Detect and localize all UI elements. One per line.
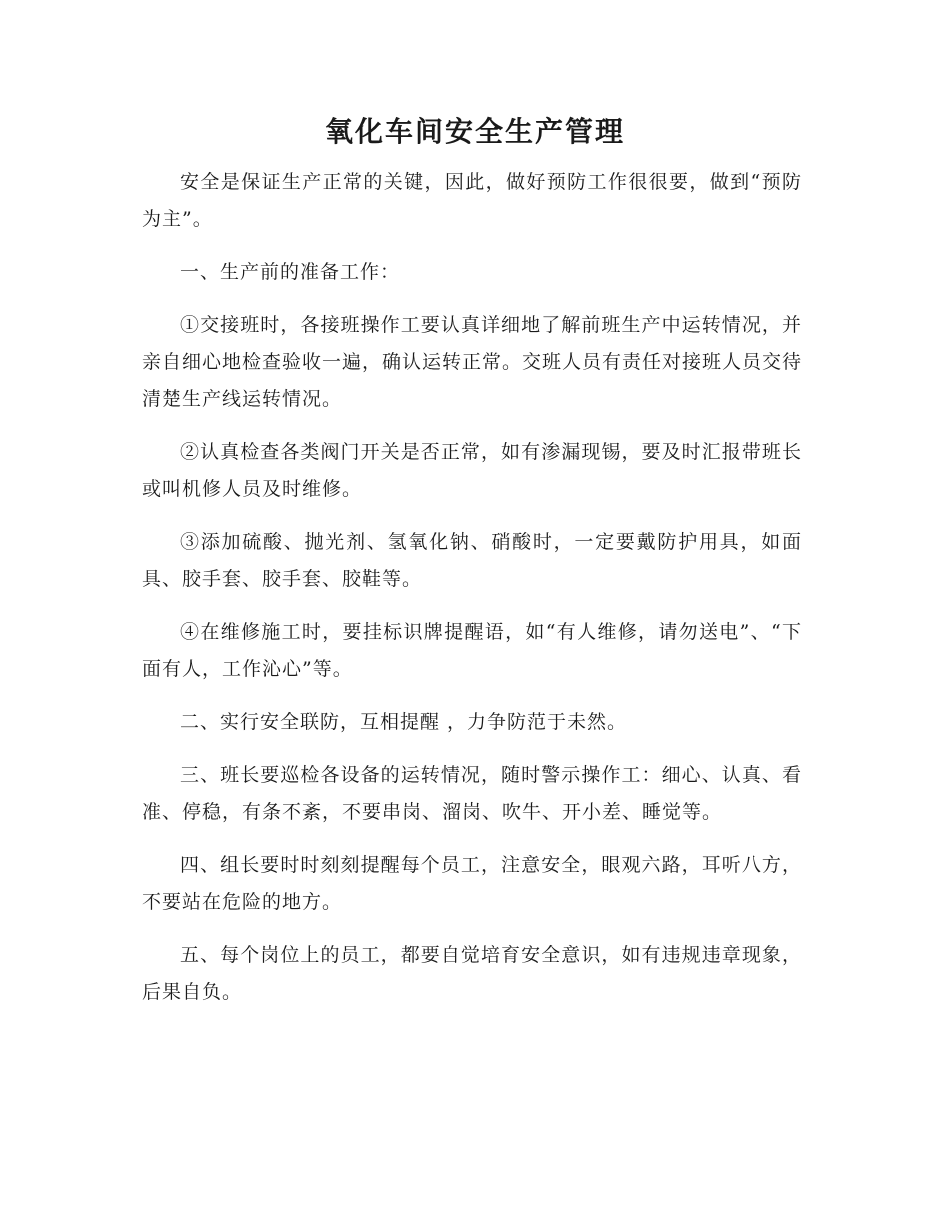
- paragraph-item-2: ②认真检查各类阀门开关是否正常，如有渗漏现锡，要及时汇报带班长或叫机修人员及时维修。: [142, 441, 802, 500]
- paragraph-section-2: 二、实行安全联防，互相提醒 ，力争防范于未然。: [180, 711, 628, 733]
- paragraph-section-1-heading: 一、生产前的准备工作：: [180, 261, 401, 283]
- document-body: [142, 164, 802, 1027]
- paragraph-section-4: 四、组长要时时刻刻提醒每个员工，注意安全，眼观六路，耳听八方，不要站在危险的地方。: [142, 854, 802, 913]
- paragraph-item-4: ④在维修施工时，要挂标识牌提醒语，如“有人维修，请勿送电”、“下面有人，工作沁心”等。: [142, 621, 802, 680]
- paragraph-intro: 安全是保证生产正常的关键，因此，做好预防工作很很要，做到“预防为主”。: [142, 171, 802, 230]
- paragraph-item-1: ①交接班时，各接班操作工要认真详细地了解前班生产中运转情况，并亲自细心地检查验收一遍，确认运转正常。交班人员有责任对接班人员交待清楚生产线运转情况。: [142, 314, 803, 410]
- paragraph-section-3: 三、班长要巡检各设备的运转情况，随时警示操作工：细心、认真、看准、停稳，有条不紊，不要串岗、溜岗、吹牛、开小差、睡觉等。: [142, 764, 802, 823]
- document-title: 氧化车间安全生产管理: [324, 115, 625, 148]
- paragraph-item-3: ③添加硫酸、抛光剂、氢氧化钠、硝酸时，一定要戴防护用具，如面具、胶手套、胶手套、胶鞋等。: [142, 531, 802, 590]
- paragraph-section-5: 五、每个岗位上的员工，都要自觉培育安全意识，如有违规违章现象，后果自负。: [142, 944, 802, 1003]
